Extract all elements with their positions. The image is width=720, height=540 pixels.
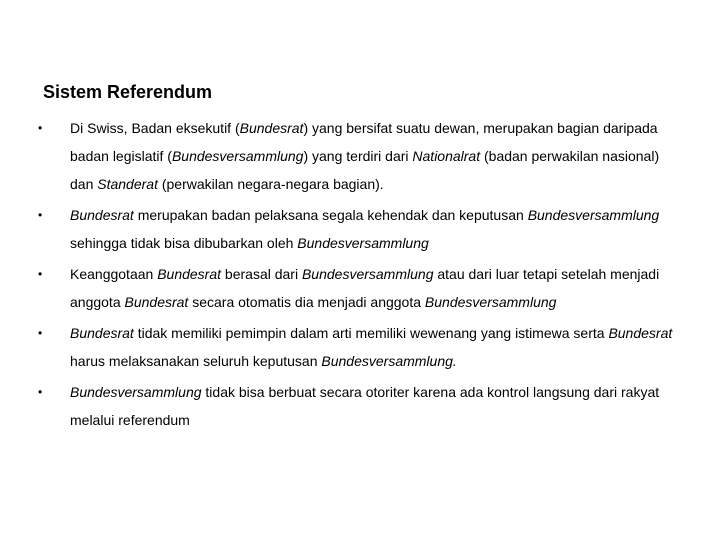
bullet-text: [70, 325, 672, 369]
text-segment: Di Swiss, Badan eksekutif (: [70, 120, 240, 136]
italic-term: Bundesrat: [70, 207, 134, 223]
text-segment: harus melaksanakan seluruh keputusan: [70, 353, 322, 369]
text-segment: berasal dari: [221, 266, 302, 282]
bullet-text: [70, 384, 659, 428]
bullet-list: [38, 114, 678, 437]
bullet-item: [38, 114, 678, 198]
italic-term: Bundesrat: [124, 294, 189, 310]
text-segment: ) yang bersifat suatu dewan, merupakan bagian daripada badan legislatif (: [70, 120, 658, 164]
text-segment: merupakan badan pelaksana segala kehendak dan keputusan: [133, 207, 528, 223]
bullet-item: [38, 260, 678, 316]
italic-term: Bundesrat: [608, 325, 673, 341]
text-segment: (badan perwakilan nasional) dan: [70, 148, 660, 192]
italic-term: Bundesrat: [239, 120, 304, 136]
slide-title: Sistem Referendum: [43, 82, 213, 102]
italic-term: Bundesversammlung: [424, 294, 557, 310]
italic-term: Bundesversammlung: [70, 384, 202, 400]
text-segment: sehingga tidak bisa dibubarkan oleh: [70, 235, 298, 251]
text-segment: ) yang terdiri dari: [303, 148, 413, 164]
italic-term: Bundesversammlung: [297, 235, 429, 251]
italic-term: Nationalrat: [412, 148, 481, 164]
bullet-item: [38, 378, 678, 434]
bullet-icon: •: [38, 267, 43, 281]
italic-term: Bundesversammlung: [301, 266, 434, 282]
bullet-icon: •: [38, 326, 43, 340]
bullet-text: [70, 207, 659, 251]
italic-term: Bundesversammlung: [171, 148, 304, 164]
bullet-icon: •: [38, 208, 43, 222]
text-segment: tidak bisa berbuat secara otoriter karena ada kontrol langsung dari rakyat melalui referendum: [70, 384, 660, 428]
bullet-item: [38, 201, 678, 257]
italic-term: Bundesversammlung: [527, 207, 660, 223]
italic-term: Bundesversammlung.: [321, 353, 457, 369]
italic-term: Bundesrat: [70, 325, 134, 341]
text-segment: (perwakilan negara-negara bagian).: [157, 176, 384, 192]
text-segment: secara otomatis dia menjadi anggota: [188, 294, 425, 310]
bullet-text: [70, 120, 659, 192]
italic-term: Standerat: [97, 176, 158, 192]
bullet-text: [70, 266, 659, 310]
bullet-icon: •: [38, 385, 43, 399]
bullet-icon: •: [38, 121, 43, 135]
text-segment: tidak memiliki pemimpin dalam arti memiliki wewenang yang istimewa serta: [133, 325, 609, 341]
bullet-item: [38, 319, 678, 375]
italic-term: Bundesrat: [157, 266, 222, 282]
text-segment: Keanggotaan: [70, 266, 158, 282]
text-segment: atau dari luar tetapi setelah menjadi anggota: [70, 266, 660, 310]
